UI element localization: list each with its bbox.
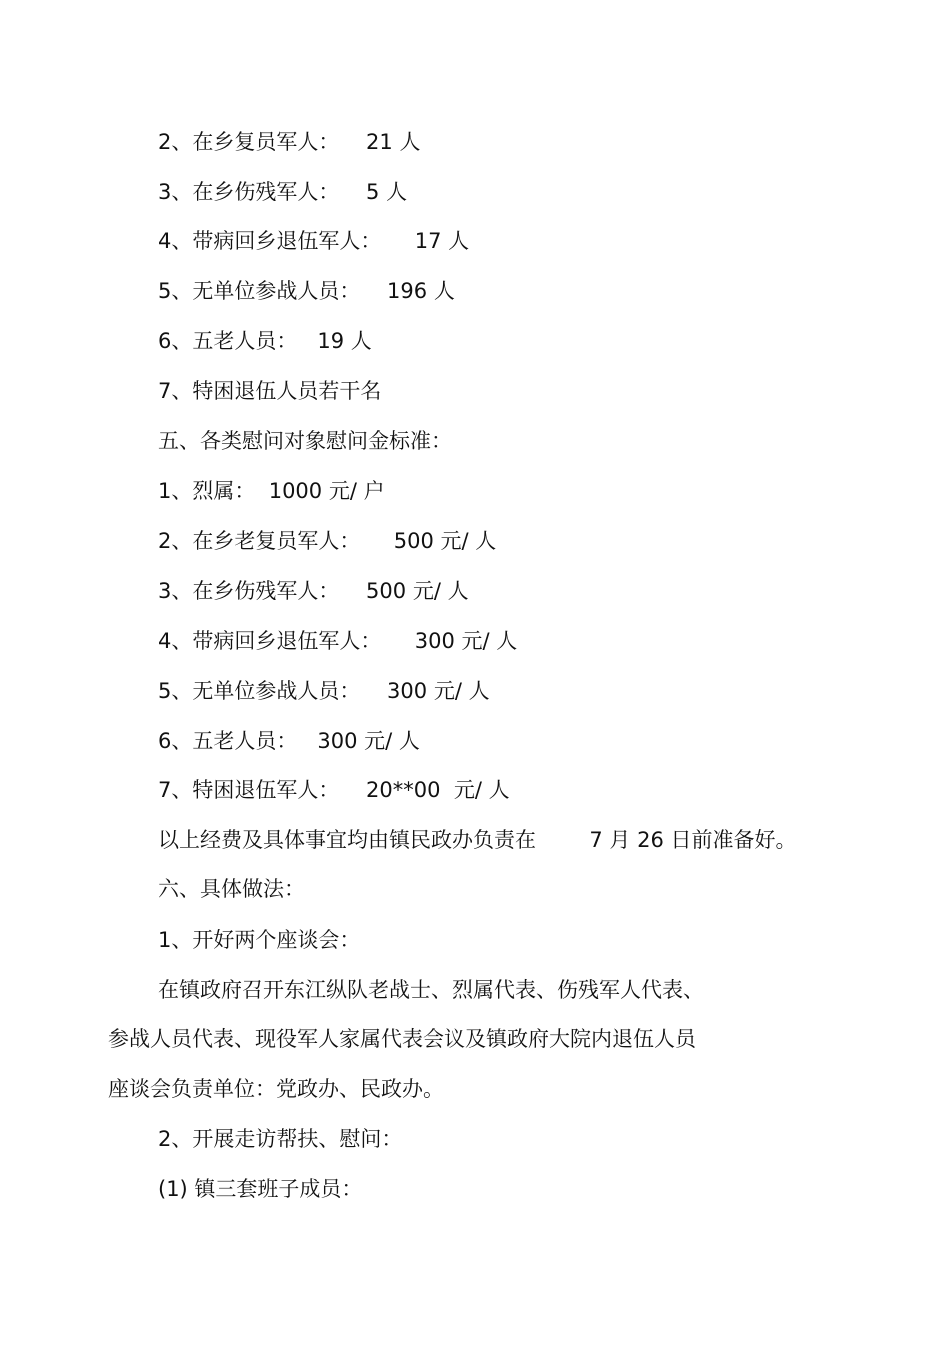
paragraph-line: 参战人员代表、现役军人家属代表会议及镇政府大院内退伍人员 — [108, 1027, 696, 1051]
section-heading-methods: 六、具体做法： — [158, 877, 305, 901]
disabled-veteran-count-line: 3、在乡伤残军人： 5 人 — [158, 180, 408, 204]
section-heading-standards: 五、各类慰问对象慰问金标准： — [158, 429, 452, 453]
standard-line: 7、特困退伍军人： 20**00 元/ 人 — [158, 778, 510, 802]
combat-personnel-count-line: 5、无单位参战人员： 196 人 — [158, 279, 455, 303]
standard-line: 4、带病回乡退伍军人： 300 元/ 人 — [158, 629, 518, 653]
sick-veteran-count-line: 4、带病回乡退伍军人： 17 人 — [158, 229, 470, 253]
standard-line: 3、在乡伤残军人： 500 元/ 人 — [158, 579, 469, 603]
method-item-heading: 2、开展走访帮扶、慰问： — [158, 1127, 403, 1151]
funding-note: 以上经费及具体事宜均由镇民政办负责在 7 月 26 日前准备好。 — [158, 828, 797, 852]
paragraph-line: 座谈会负责单位：党政办、民政办。 — [108, 1077, 444, 1101]
five-elders-count-line: 6、五老人员： 19 人 — [158, 329, 372, 353]
standard-line: 6、五老人员： 300 元/ 人 — [158, 729, 420, 753]
needy-veteran-line: 7、特困退伍人员若干名 — [158, 379, 382, 403]
paragraph-line: 在镇政府召开东江纵队老战士、烈属代表、伤残军人代表、 — [158, 978, 704, 1002]
veteran-count-line: 2、在乡复员军人： 21 人 — [158, 130, 421, 154]
standard-line: 1、烈属： 1000 元/ 户 — [158, 479, 385, 503]
standard-line: 5、无单位参战人员： 300 元/ 人 — [158, 679, 490, 703]
method-item-heading: 1、开好两个座谈会： — [158, 928, 361, 952]
sub-item-heading: (1) 镇三套班子成员： — [158, 1177, 363, 1201]
standard-line: 2、在乡老复员军人： 500 元/ 人 — [158, 529, 497, 553]
